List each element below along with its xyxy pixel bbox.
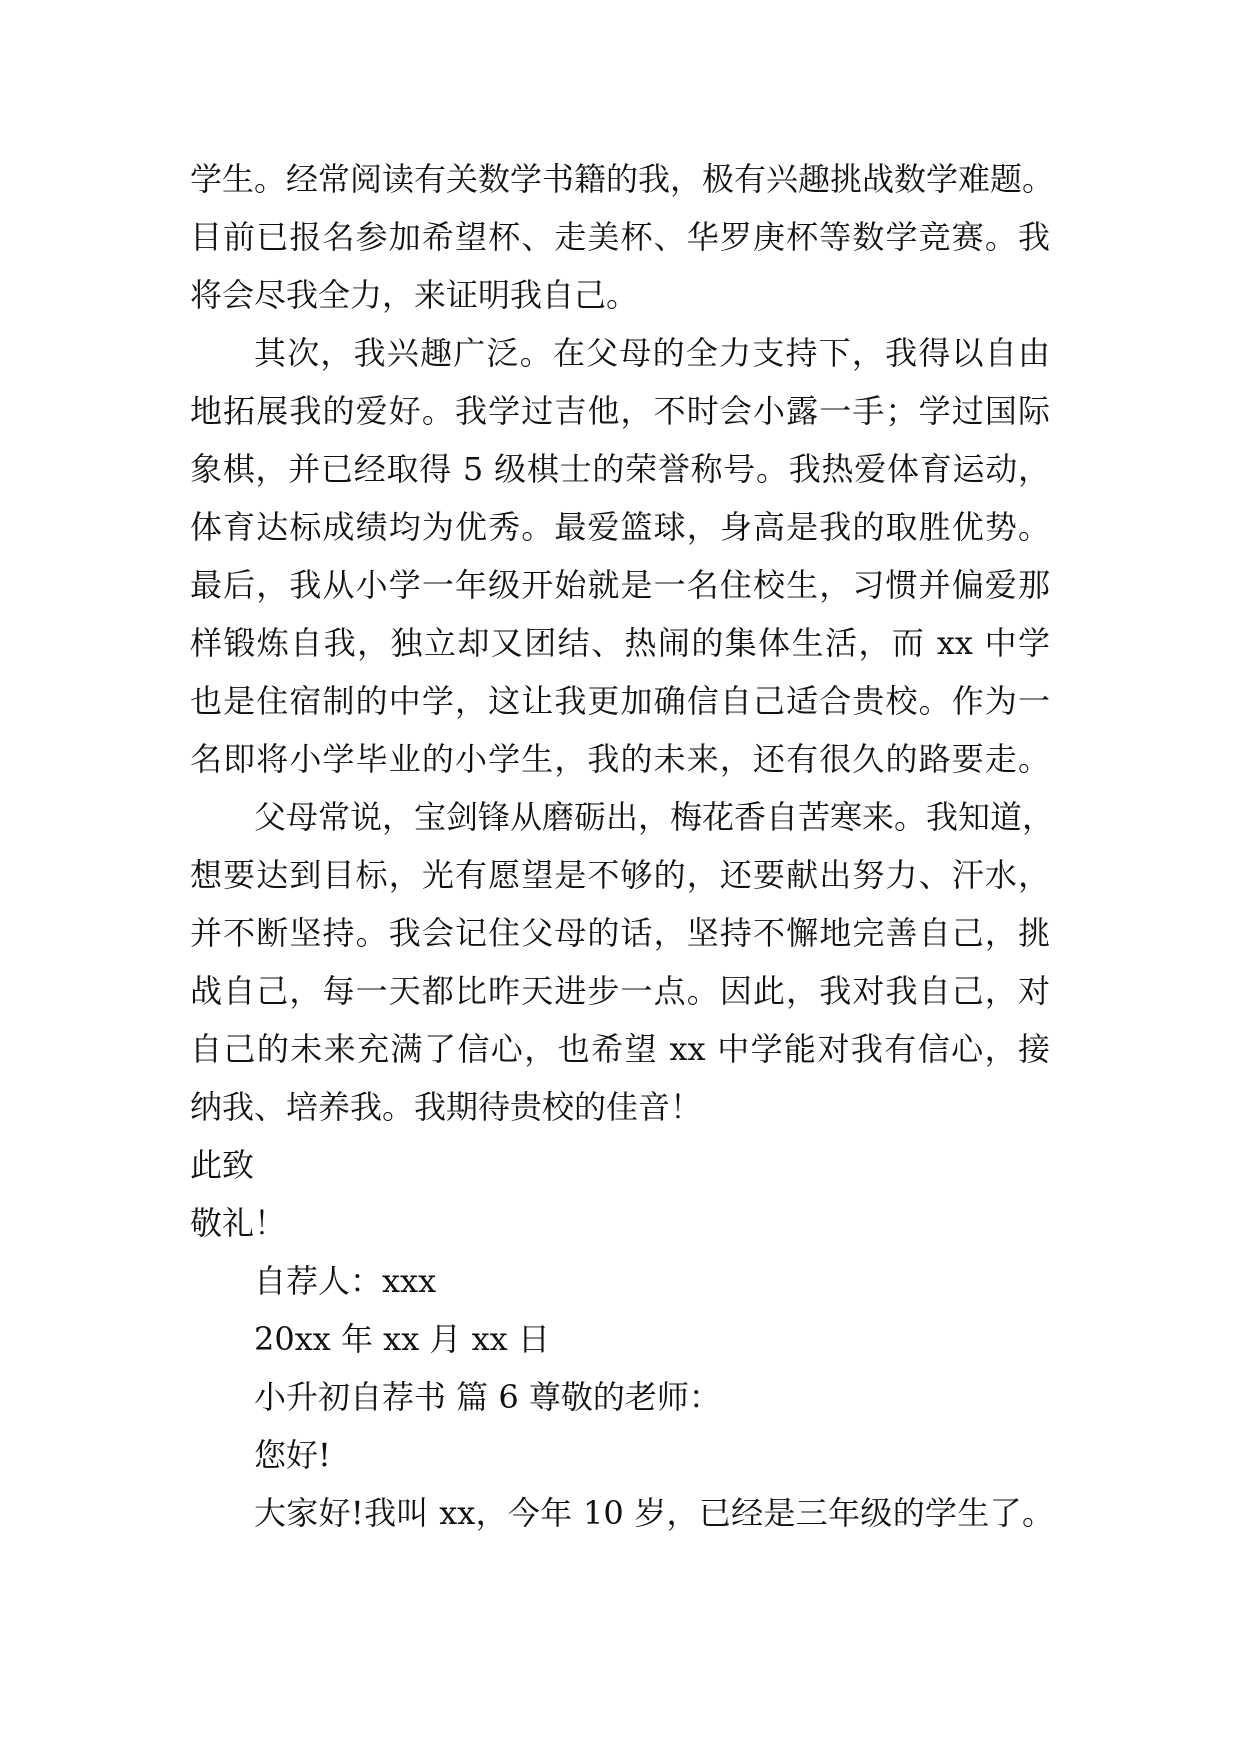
text-line: 纳我、培养我。我期待贵校的佳音！ bbox=[190, 1088, 703, 1126]
document-body bbox=[190, 150, 1070, 1542]
text-line: 象棋，并已经取得 5 级棋士的荣誉称号。我热爱体育运动， bbox=[190, 450, 1050, 488]
text-line: 战自己，每一天都比昨天进步一点。因此，我对我自己，对 bbox=[190, 972, 1050, 1010]
paragraph-start-line: 父母常说，宝剑锋从磨砺出，梅花香自苦寒来。我知道， bbox=[254, 798, 1055, 836]
section-heading: 小升初自荐书 篇 6 尊敬的老师： bbox=[254, 1378, 721, 1416]
date-line: 20xx 年 xx 月 xx 日 bbox=[254, 1320, 550, 1358]
signature-line: 自荐人：xxx bbox=[254, 1262, 437, 1300]
closing-regards: 敬礼！ bbox=[190, 1204, 287, 1242]
text-line: 大家好!我叫 xx，今年 10 岁，已经是三年级的学生了。 bbox=[254, 1494, 1054, 1532]
greeting-line: 您好! bbox=[254, 1436, 331, 1474]
paragraph-start-line: 其次，我兴趣广泛。在父母的全力支持下，我得以自由 bbox=[254, 334, 1050, 372]
text-line: 名即将小学毕业的小学生，我的未来，还有很久的路要走。 bbox=[190, 740, 1050, 778]
text-line: 将会尽我全力，来证明我自己。 bbox=[190, 276, 639, 314]
text-line: 并不断坚持。我会记住父母的话，坚持不懈地完善自己，挑 bbox=[190, 914, 1050, 952]
text-line: 最后，我从小学一年级开始就是一名住校生，习惯并偏爱那 bbox=[190, 566, 1050, 604]
text-line: 也是住宿制的中学，这让我更加确信自己适合贵校。作为一 bbox=[190, 682, 1050, 720]
text-line: 学生。经常阅读有关数学书籍的我，极有兴趣挑战数学难题。 bbox=[190, 160, 1055, 198]
text-line: 想要达到目标，光有愿望是不够的，还要献出努力、汗水， bbox=[190, 856, 1050, 894]
closing-salutation: 此致 bbox=[190, 1146, 255, 1184]
text-line: 目前已报名参加希望杯、走美杯、华罗庚杯等数学竞赛。我 bbox=[190, 218, 1050, 256]
text-line: 样锻炼自我，独立却又团结、热闹的集体生活，而 xx 中学 bbox=[190, 624, 1050, 662]
text-line: 地拓展我的爱好。我学过吉他，不时会小露一手；学过国际 bbox=[190, 392, 1050, 430]
text-line: 体育达标成绩均为优秀。最爱篮球，身高是我的取胜优势。 bbox=[190, 508, 1050, 546]
text-line: 自己的未来充满了信心，也希望 xx 中学能对我有信心，接 bbox=[190, 1030, 1050, 1068]
